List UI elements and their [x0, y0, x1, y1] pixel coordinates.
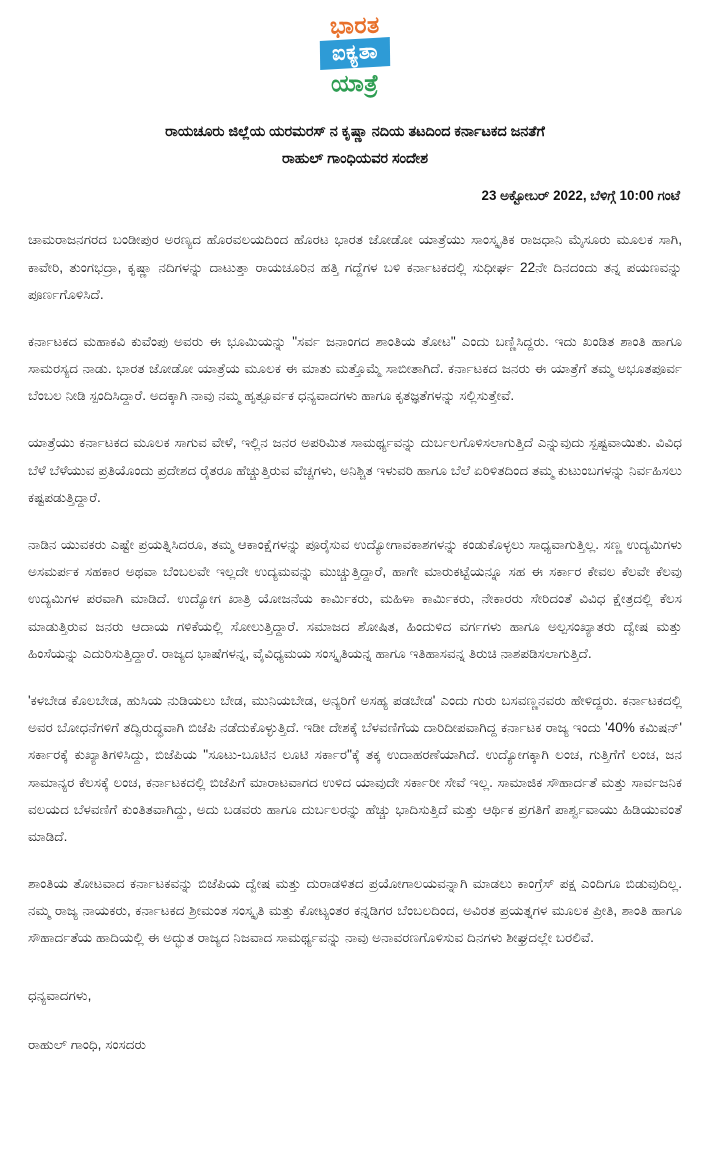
body-paragraph: ನಾಡಿನ ಯುವಕರು ಎಷ್ಟೇ ಪ್ರಯತ್ನಿಸಿದರೂ, ತಮ್ಮ ಆಕಾಂಕ್ಷೆಗಳನ್ನು ಪೂರೈಸುವ ಉದ್ಯೋಗಾವಕಾಶಗಳನ್ನು ಕಂಡುಕೊಳ್ಳಲು ಸಾಧ್ಯವಾಗುತ್ತಿಲ್ಲ. ಸಣ್ಣ ಉದ್ಯಮಿಗಳು ಅಸಮರ್ಪಕ ಸಹಕಾರ ಅಥವಾ ಬೆಂಬಲವೇ ಇಲ್ಲದೇ ಉದ್ಯಮವನ್ನು ಮುಚ್ಚುತ್ತಿದ್ದಾರೆ, ಹಾಗೇ ಮಾರುಕಟ್ಟೆಯನ್ನೂ ಸಹ ಈ ಸರ್ಕಾರ ಕೇವಲ ಕೆಲವೇ ಕೆಲವು ಉದ್ಯಮಿಗಳ ಪರವಾಗಿ ಮಾಡಿದೆ. ಉದ್ಯೋಗ ಖಾತ್ರಿ ಯೋಜನೆಯ ಕಾರ್ಮಿಕರು, ಮಹಿಳಾ ಕಾರ್ಮಿಕರು, ನೇಕಾರರು ಸೇರಿದಂತೆ ವಿವಿಧ ಕ್ಷೇತ್ರದಲ್ಲಿ ಕೆಲಸ ಮಾಡುತ್ತಿರುವ ಜನರು ಆದಾಯ ಗಳಿಕೆಯಲ್ಲಿ ಸೋಲುತ್ತಿದ್ದಾರೆ. ಸಮಾಜದ ಶೋಷಿತ, ಹಿಂದುಳಿದ ವರ್ಗಗಳು ಹಾಗೂ ಅಲ್ಪಸಂಖ್ಯಾತರು ದ್ವೇಷ ಮತ್ತು ಹಿಂಸೆಯನ್ನು ಎದುರಿಸುತ್ತಿದ್ದಾರೆ. ರಾಜ್ಯದ ಭಾಷೆಗಳನ್ನ, ವೈವಿಧ್ಯಮಯ ಸಂಸ್ಕೃತಿಯನ್ನ ಹಾಗೂ ಇತಿಹಾಸವನ್ನ ತಿರುಚಿ ನಾಶಪಡಿಸಲಾಗುತ್ತಿದೆ. [28, 537, 682, 661]
document-heading [28, 119, 682, 172]
document-signoff [28, 982, 682, 1058]
logo-banner-aikyata: ಐಕ್ಯತಾ [320, 37, 390, 70]
heading-line-1: ರಾಯಚೂರು ಜಿಲ್ಲೆಯ ಯರಮರಸ್ ನ ಕೃಷ್ಣಾ ನದಿಯ ತಟದಿಂದ ಕರ್ನಾಟಕದ ಜನತೆಗೆ [165, 124, 545, 141]
logo-text-yatre: ಯಾತ್ರೆ [330, 69, 380, 97]
bharat-jodo-yatra-logo [28, 0, 682, 95]
body-paragraph: ಶಾಂತಿಯ ತೋಟವಾದ ಕರ್ನಾಟಕವನ್ನು ಬಿಜೆಪಿಯ ದ್ವೇಷ ಮತ್ತು ದುರಾಡಳಿತದ ಪ್ರಯೋಗಾಲಯವನ್ನಾಗಿ ಮಾಡಲು ಕಾಂಗ್ರೆಸ್ ಪಕ್ಷ ಎಂದಿಗೂ ಬಿಡುವುದಿಲ್ಲ. ನಮ್ಮ ರಾಜ್ಯ ನಾಯಕರು, ಕರ್ನಾಟಕದ ಶ್ರೀಮಂತ ಸಂಸ್ಕೃತಿ ಮತ್ತು ಕೋಟ್ಯಂತರ ಕನ್ನಡಿಗರ ಬೆಂಬಲದಿಂದ, ಅವಿರತ ಪ್ರಯತ್ನಗಳ ಮೂಲಕ ಪ್ರೀತಿ, ಶಾಂತಿ ಹಾಗೂ ಸೌಹಾರ್ದತೆಯ ಹಾದಿಯಲ್ಲಿ ಈ ಅದ್ಭುತ ರಾಜ್ಯದ ನಿಜವಾದ ಸಾಮರ್ಥ್ಯವನ್ನು ನಾವು ಅನಾವರಣಗೊಳಿಸುವ ದಿನಗಳು ಶೀಘ್ರದಲ್ಲೇ ಬರಲಿವೆ. [28, 876, 682, 946]
body-paragraph: ಕರ್ನಾಟಕದ ಮಹಾಕವಿ ಕುವೆಂಪು ಅವರು ಈ ಭೂಮಿಯನ್ನು "ಸರ್ವ ಜನಾಂಗದ ಶಾಂತಿಯ ತೋಟ" ಎಂದು ಬಣ್ಣಿಸಿದ್ದರು. ಇದು ಖಂಡಿತ ಶಾಂತಿ ಹಾಗೂ ಸಾಮರಸ್ಯದ ನಾಡು. ಭಾರತ ಜೋಡೋ ಯಾತ್ರೆಯ ಮೂಲಕ ಈ ಮಾತು ಮತ್ತೊಮ್ಮೆ ಸಾಬೀತಾಗಿದೆ. ಕರ್ನಾಟಕದ ಜನರು ಈ ಯಾತ್ರೆಗೆ ತಮ್ಮ ಅಭೂತಪೂರ್ವ ಬೆಂಬಲ ನೀಡಿ ಸ್ಪಂದಿಸಿದ್ದಾರೆ. ಅದಕ್ಕಾಗಿ ನಾವು ನಮ್ಮ ಹೃತ್ಪೂರ್ವಕ ಧನ್ಯವಾದಗಳು ಹಾಗೂ ಕೃತಜ್ಞತೆಗಳನ್ನು ಸಲ್ಲಿಸುತ್ತೇವೆ. [28, 333, 682, 404]
signoff-closing: ಧನ್ಯವಾದಗಳು, [28, 987, 92, 1003]
document-body [28, 226, 682, 951]
body-paragraph: ಯಾತ್ರೆಯು ಕರ್ನಾಟಕದ ಮೂಲಕ ಸಾಗುವ ವೇಳೆ, ಇಲ್ಲಿನ ಜನರ ಅಪರಿಮಿತ ಸಾಮರ್ಥ್ಯವನ್ನು ದುರ್ಬಲಗೊಳಿಸಲಾಗುತ್ತಿದೆ ಎನ್ನುವುದು ಸ್ಪಷ್ಟವಾಯಿತು. ವಿವಿಧ ಬೆಳೆ ಬೆಳೆಯುವ ಪ್ರತಿಯೊಂದು ಪ್ರದೇಶದ ರೈತರೂ ಹೆಚ್ಚುತ್ತಿರುವ ವೆಚ್ಚಗಳು, ಅನಿಶ್ಚಿತ ಇಳುವರಿ ಹಾಗೂ ಬೆಲೆ ಏರಿಳಿತದಿಂದ ತಮ್ಮ ಕುಟುಂಬಗಳನ್ನು ನಿರ್ವಹಿಸಲು ಕಷ್ಟಪಡುತ್ತಿದ್ದಾರೆ. [28, 435, 682, 505]
logo-stack [285, 11, 425, 97]
body-paragraph: 'ಕಳಬೇಡ ಕೊಲಬೇಡ, ಹುಸಿಯ ನುಡಿಯಲು ಬೇಡ, ಮುನಿಯಬೇಡ, ಅನ್ಯರಿಗೆ ಅಸಹ್ಯ ಪಡಬೇಡ' ಎಂದು ಗುರು ಬಸವಣ್ಣನವರು ಹೇಳಿದ್ದರು. ಕರ್ನಾಟಕದಲ್ಲಿ ಅವರ ಬೋಧನೆಗಳಿಗೆ ತದ್ವಿರುದ್ಧವಾಗಿ ಬಿಜೆಪಿ ನಡೆದುಕೊಳ್ಳುತ್ತಿದೆ. ಇಡೀ ದೇಶಕ್ಕೆ ಬೆಳವಣಿಗೆಯ ದಾರಿದೀಪವಾಗಿದ್ದ ಕರ್ನಾಟಕ ರಾಜ್ಯ ಇಂದು '40% ಕಮಿಷನ್' ಸರ್ಕಾರಕ್ಕೆ ಕುಖ್ಯಾತಿಗಳಿಸಿದ್ದು, ಬಿಜೆಪಿಯ "ಸೂಟು-ಬೂಟಿನ ಲೂಟಿ ಸರ್ಕಾರ"ಕ್ಕೆ ತಕ್ಕ ಉದಾಹರಣೆಯಾಗಿದೆ. ಉದ್ಯೋಗಕ್ಕಾಗಿ ಲಂಚ, ಗುತ್ತಿಗೆಗೆ ಲಂಚ, ಜನ ಸಾಮಾನ್ಯರ ಕೆಲಸಕ್ಕೆ ಲಂಚ, ಕರ್ನಾಟಕದಲ್ಲಿ ಬಿಜೆಪಿಗೆ ಮಾರಾಟವಾಗದ ಉಳಿದ ಯಾವುದೇ ಸರ್ಕಾರೀ ಸೇವೆ ಇಲ್ಲ. ಸಾಮಾಜಿಕ ಸೌಹಾರ್ದತೆ ಮತ್ತು ಸಾರ್ವಜನಿಕ ವಲಯದ ಬೆಳವಣಿಗೆ ಕುಂತಿತವಾಗಿದ್ದು, ಅದು ಬಡವರು ಹಾಗೂ ದುರ್ಬಲರನ್ನು ಹೆಚ್ಚು ಭಾದಿಸುತ್ತಿದೆ ಮತ್ತು ಆರ್ಥಿಕ ಪ್ರಗತಿಗೆ ಪಾರ್ಶ್ವವಾಯು ಹಿಡಿಯುವಂತೆ ಮಾಡಿದೆ. [28, 692, 682, 844]
document-datetime: 23 ಅಕ್ಟೋಬರ್ 2022, ಬೆಳಿಗ್ಗೆ 10:00 ಗಂಟೆ [481, 188, 680, 204]
signoff-name: ರಾಹುಲ್ ಗಾಂಧಿ, ಸಂಸದರು [28, 1036, 146, 1052]
body-paragraph: ಚಾಮರಾಜನಗರದ ಬಂಡೀಪುರ ಅರಣ್ಯದ ಹೊರವಲಯದಿಂದ ಹೊರಟ ಭಾರತ ಜೋಡೋ ಯಾತ್ರೆಯು ಸಾಂಸ್ಕೃತಿಕ ರಾಜಧಾನಿ ಮೈಸೂರು ಮೂಲಕ ಸಾಗಿ, ಕಾವೇರಿ, ತುಂಗಭದ್ರಾ, ಕೃಷ್ಣಾ ನದಿಗಳನ್ನು ದಾಟುತ್ತಾ ರಾಯಚೂರಿನ ಹತ್ತಿ ಗದ್ದೆಗಳ ಬಳಿ ಕರ್ನಾಟಕದಲ್ಲಿ ಸುಧೀರ್ಘ 22ನೇ ದಿನದಂದು ತನ್ನ ಪಯಣವನ್ನು ಪೂರ್ಣಗೊಳಿಸಿದೆ. [28, 232, 682, 302]
logo-text-bharat: ಭಾರತ [329, 11, 381, 39]
heading-line-2: ರಾಹುಲ್ ಗಾಂಧಿಯವರ ಸಂದೇಶ [282, 150, 428, 167]
